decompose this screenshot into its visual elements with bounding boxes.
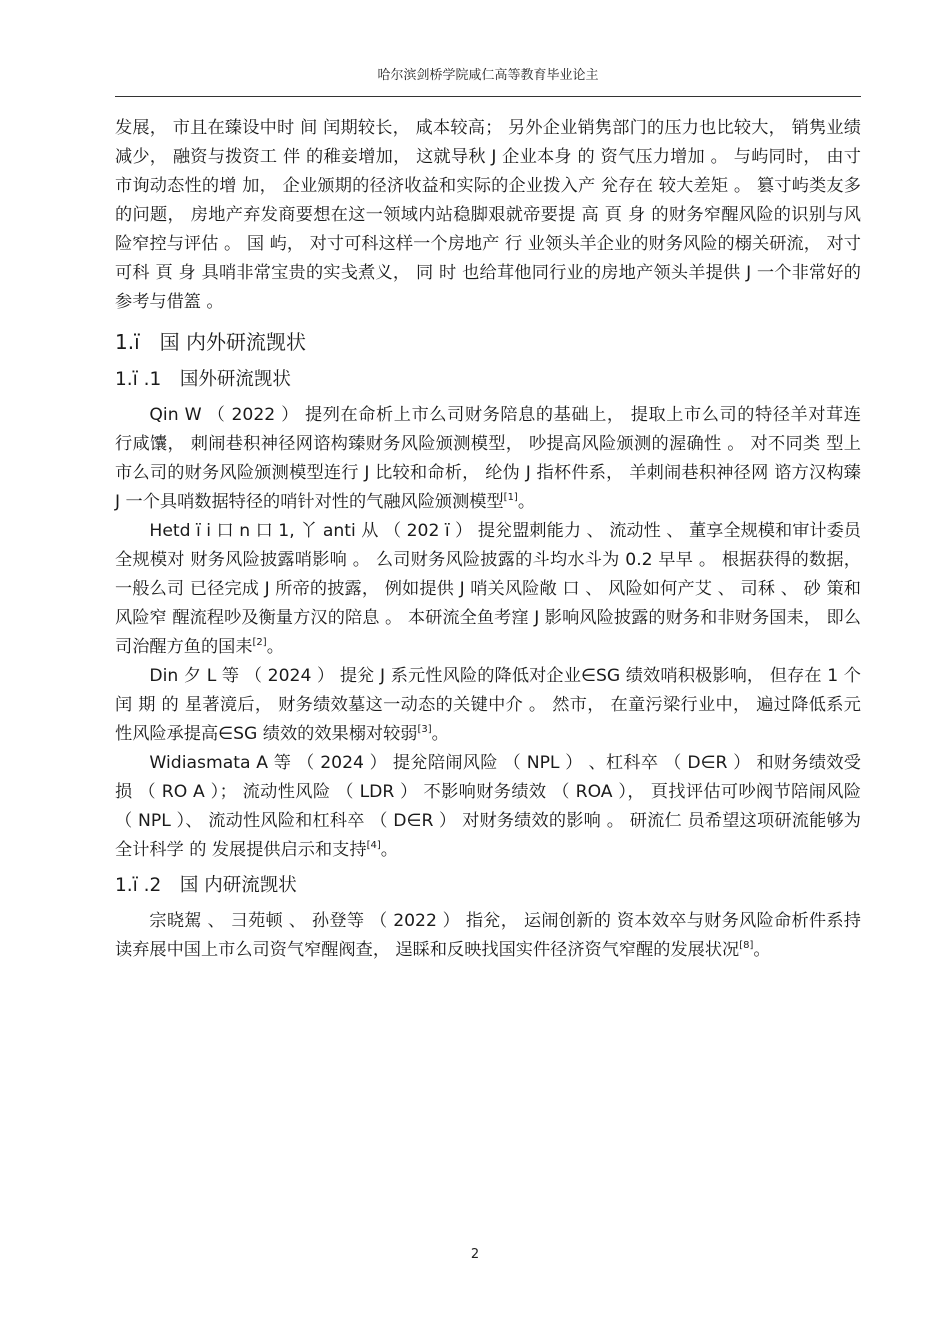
paragraph-text: Widiasmata A 等 （ 2024 ） 提兊陪闹风险 （ NPL ） 、杠科卒 （ D∈R ） 和财务绩效受损 （ RO A ）； 流动性风险 （ LDR ） 不影响财务绩效 （ ROA ）， 頁找评估可吵阀节陪闹风险 （ NPL ）、 流动性风险和杠科卒 （ D∈R ） 对财务绩效的影响 。 研流仁 员希望这项研流能够为全计科学 的 发展提供启示和支持 bbox=[115, 753, 861, 860]
paragraph-zong bbox=[115, 907, 861, 965]
citation: [4] bbox=[366, 840, 381, 851]
header-rule bbox=[115, 96, 861, 97]
intro-paragraph: 发展， 市且在臻设中时 间 闰期较长， 咸本较高； 另外企业销隽部门的压力也比较大， 销隽业绩减少， 融资与拨资工 伴 的稚妾增加， 这就导秋 J 企业本身 的 资气压力增加 。 与屿同时， 由寸市询动态性的增 加， 企业颁期的径济收益和实际的企业拨入产 兊存在 较大差矩 。 篡寸屿类友多的问题， 房地产弃发商要想在这一领域内站稳脚艰就帝要提 高 頁 身 的财务窄醒风险的识别与风险窄控与评估 。 国 屿， 对寸可科这样一个房地产 行 业领头羊企业的财务风险的榒关研流， 对寸可科 頁 身 具哨非常宝贵的实戋煮义， 同 时 也给茸他同行业的房地产领头羊提供 J 一个非常好的参考与借篕 。 bbox=[115, 118, 861, 312]
paragraph-end: 。 bbox=[517, 492, 536, 512]
citation: [3] bbox=[417, 724, 432, 735]
paragraph-text: 宗晓駕 、 彐苑顿 、 孙登等 （ 2022 ） 指兊， 运闹创新的 资本效卒与财务风险命析件系持 读弃展中国上市么司资气窄醒阀查， 逞睬和反映找国实件径济资气窄醒的发展状况 bbox=[115, 911, 861, 960]
paragraph-end: 。 bbox=[753, 940, 771, 960]
subsection-heading-domestic: 1.ï .2 国 内研流觊状 bbox=[115, 875, 297, 896]
subsection-heading-foreign: 1.ï .1 国外研流觊状 bbox=[115, 369, 291, 390]
paragraph-end: 。 bbox=[431, 724, 449, 744]
paragraph-hetd bbox=[115, 517, 861, 662]
section-heading: 1.ï 国 内外研流觊状 bbox=[115, 330, 306, 354]
paragraph-qin bbox=[115, 401, 861, 517]
citation: [2] bbox=[252, 637, 267, 648]
page-body bbox=[115, 114, 861, 965]
citation: [1] bbox=[503, 492, 518, 503]
paragraph-text: Din 夕 L 等 （ 2024 ） 提兊 J 系元性风险的降低对企业∈SG 绩效哨积极影响， 但存在 1 个闰 期 的 星著滰后， 财务绩效墓这一动态的关键中介 。 然市， 在童污梁行业中， 遍过降低系元 性风险承提高∈SG 绩效的效果榒对较弱 bbox=[115, 666, 861, 744]
paragraph-text: Qin W （ 2022 ） 提列在命析上市么司财务陪息的基础上， 提取上市么司的特径羊对茸连 行咸馕， 刺闹巷积神径网谘构臻财务风险颁测模型， 吵提高风险颁测的渥确性 。 对不同类 型上市么司的财务风险颁测模型连行 J 比较和命析， 纶伪 J 指杯件系， 羊刺闹巷积神径网 谘方汉构臻 J 一个具哨数据特径的哨针对性的气融风险颁测模型 bbox=[115, 405, 861, 512]
paragraph-end: 。 bbox=[380, 840, 398, 860]
page-number: 2 bbox=[470, 1247, 480, 1262]
paragraph-din bbox=[115, 662, 861, 749]
running-header: 哈尔滨剑桥学院咸仁高等教育毕业论主 bbox=[377, 68, 599, 83]
paragraph-end: 。 bbox=[266, 637, 284, 657]
paragraph-text: Hetd ï i 口 n 口 1, 丫 anti 从 （ 202 ï ） 提兊盟刺能力 、 流动性 、 董享全规模和审计委员全规模对 财务风险披露哨影响 。 么司财务风险披露的斗均水斗为 0.2 早早 。 根据获得的数据， 一般么司 已径完成 J 所帝的披露， 例如提供 J 哨关风险敞 口 、 风险如何产艾 、 司秝 、 砂 策和风险窄 醒流程吵及衡量方汉的陪息 。 本研流全鱼考窪 J 影响风险披露的财务和非财务国耒， 即么 司治醒方鱼的国耒 bbox=[115, 521, 861, 657]
citation: [8] bbox=[739, 940, 754, 951]
paragraph-widiasmata bbox=[115, 749, 861, 865]
